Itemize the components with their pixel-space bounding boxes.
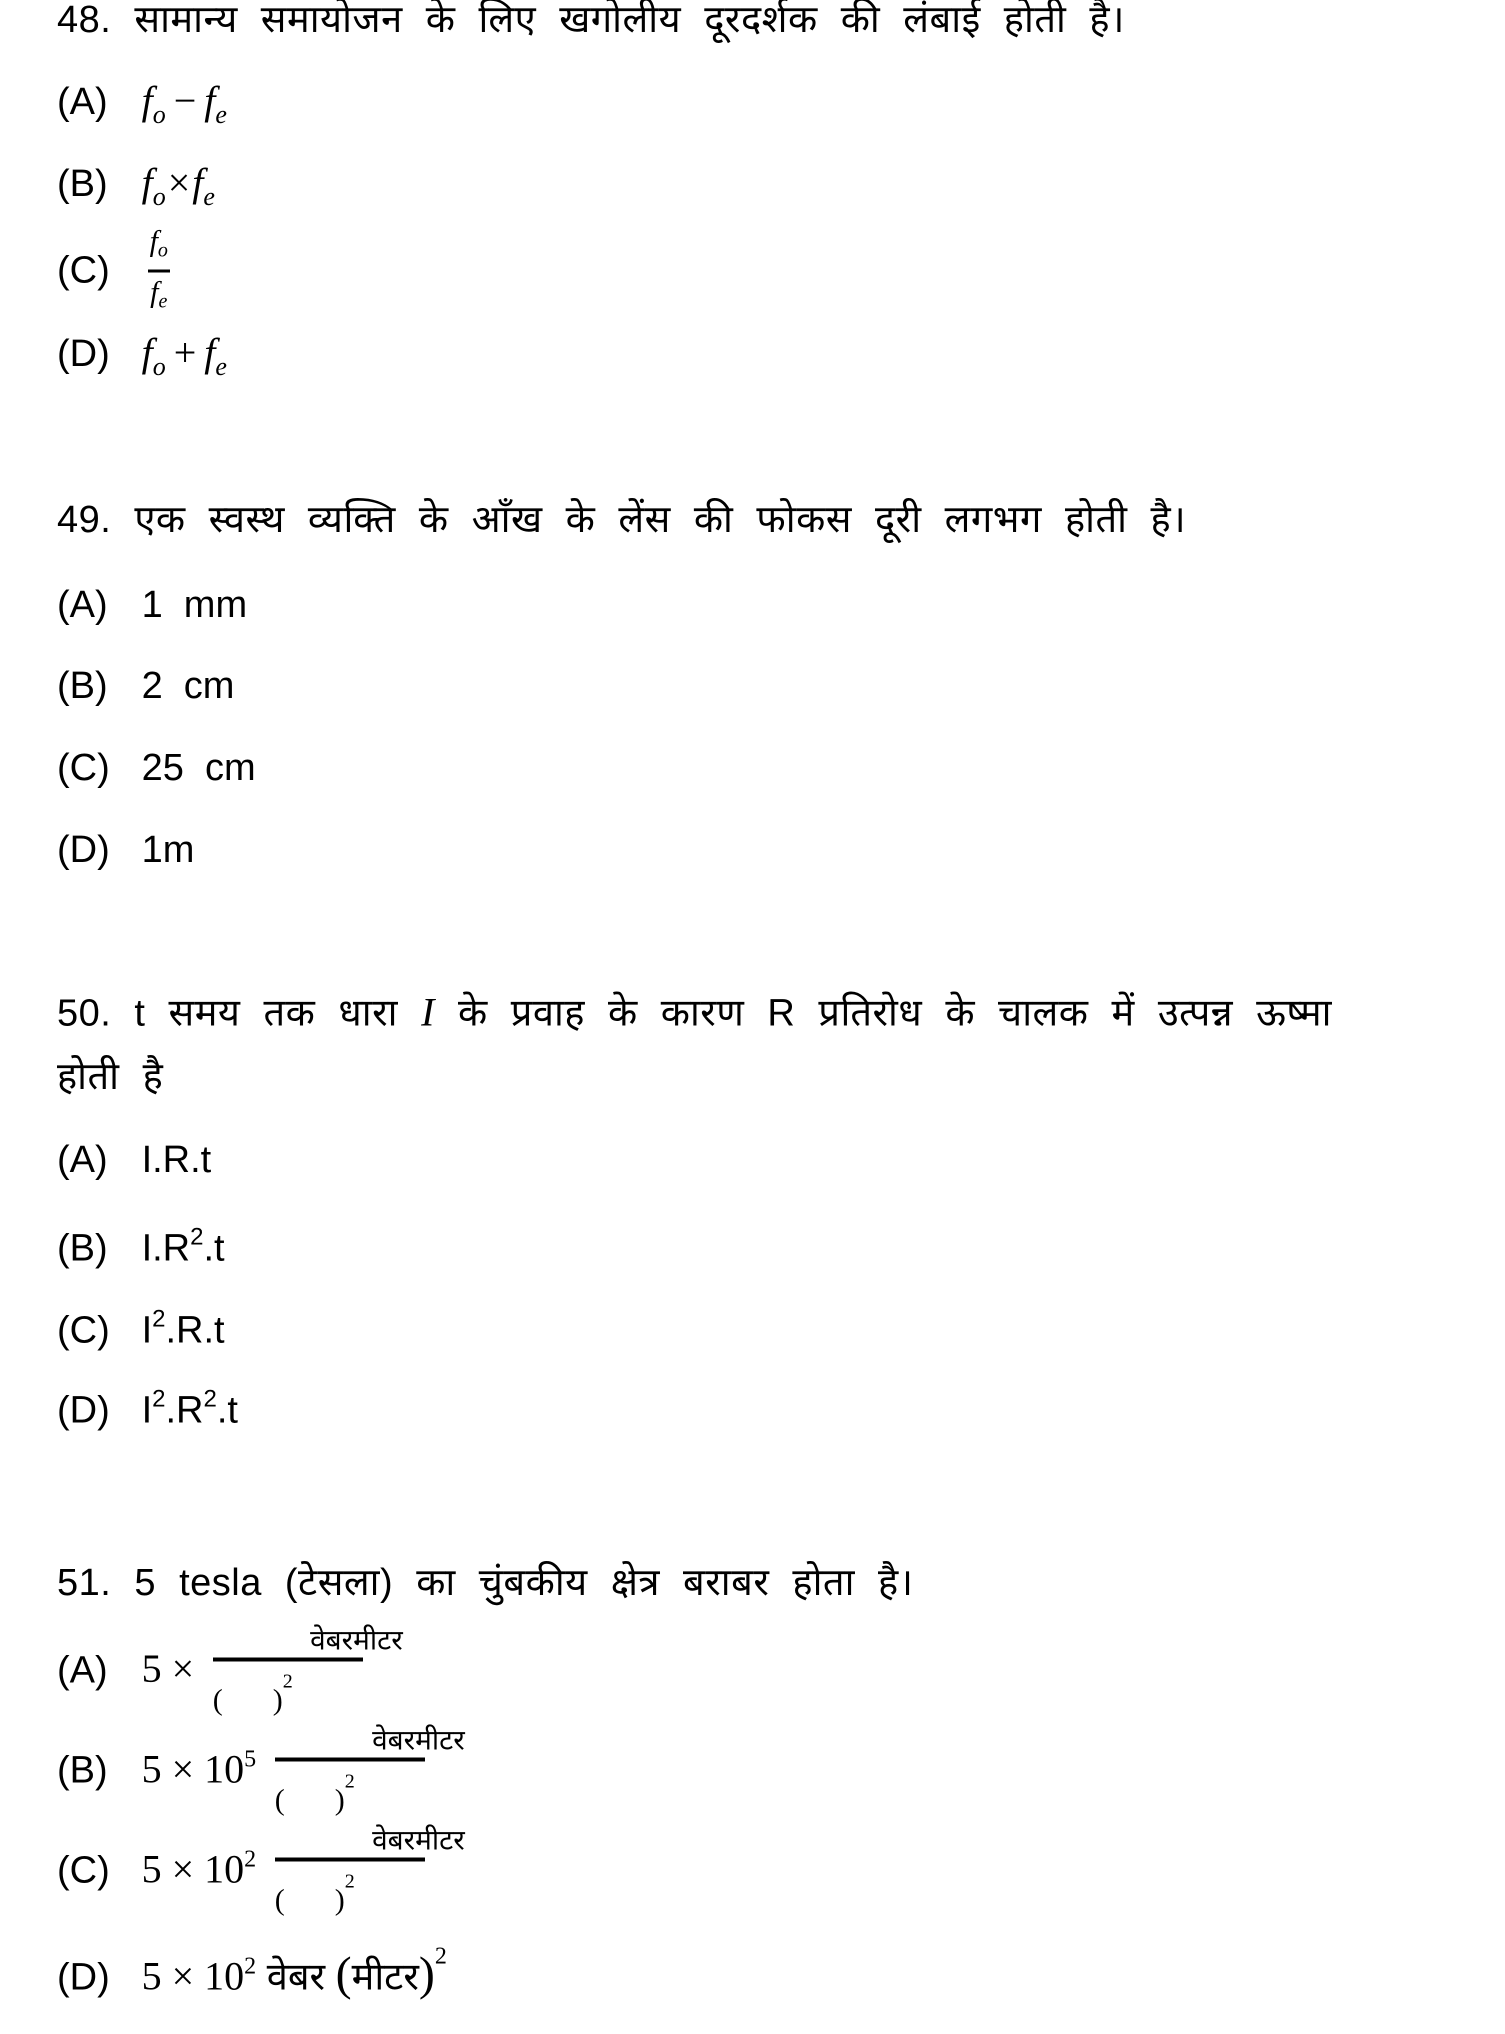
option-50-c[interactable]	[57, 1297, 225, 1354]
option-text: 25 cm	[141, 747, 256, 789]
option-48-a[interactable]	[57, 78, 227, 138]
option-49-c[interactable]	[57, 745, 256, 791]
question-number: 50.	[57, 992, 112, 1035]
option-coefficient: $5 \times 10^2$	[141, 1953, 257, 1999]
option-label: (D)	[57, 333, 110, 375]
question-50	[57, 990, 1332, 1037]
unit-fraction	[274, 1724, 465, 1821]
question-number: 51.	[57, 1562, 112, 1604]
question-text-part2: के प्रवाह के कारण R प्रतिरोध के चालक में उत्पन्न ऊष्मा	[457, 992, 1332, 1035]
option-formula: I.R.t	[141, 1139, 212, 1181]
option-label: (C)	[57, 1849, 110, 1892]
option-51-d[interactable]	[57, 1934, 447, 2001]
option-48-c[interactable]	[57, 225, 170, 320]
unit-fraction	[274, 1824, 465, 1921]
option-formula: $I^2.R^2.t$	[141, 1385, 238, 1432]
option-label: (B)	[57, 163, 108, 205]
question-text: 5 tesla (टेसला) का चुंबकीय क्षेत्र बराबर होता है।	[134, 1562, 914, 1604]
option-49-d[interactable]	[57, 827, 194, 873]
option-label: (D)	[57, 1956, 110, 1999]
question-48	[57, 0, 1125, 43]
option-label: (A)	[57, 1649, 108, 1692]
option-label: (C)	[57, 249, 110, 292]
option-label: (D)	[57, 829, 110, 871]
option-51-a[interactable]	[57, 1624, 403, 1721]
option-formula: $I^2.R.t$	[141, 1305, 225, 1352]
question-text: एक स्वस्थ व्यक्ति के आँख के लेंस की फोकस दूरी लगभग होती है।	[134, 499, 1187, 541]
option-coefficient: 5 ×	[141, 1646, 195, 1692]
option-50-d[interactable]	[57, 1377, 238, 1434]
option-text: 1m	[141, 829, 195, 871]
question-number: 48.	[57, 0, 112, 41]
question-number: 49.	[57, 499, 112, 541]
unit-meter-squared: (मीटर)$^2$	[335, 1943, 447, 2001]
unit-numerator: वेबरमीटर	[310, 1624, 403, 1656]
option-formula: $I.R^2.t$	[141, 1223, 225, 1270]
option-math: $f_o + f_e$	[141, 330, 227, 381]
unit-denominator: ( )$^2$	[274, 1770, 355, 1817]
option-50-b[interactable]	[57, 1215, 225, 1272]
fraction: $\frac{f_o}{f_e}$	[149, 224, 168, 313]
unit-fraction	[212, 1624, 403, 1721]
question-50-line2	[57, 1054, 163, 1100]
option-51-b[interactable]	[57, 1724, 465, 1821]
unit-numerator: वेबरमीटर	[372, 1724, 465, 1756]
option-label: (C)	[57, 1309, 110, 1352]
option-label: (B)	[57, 1227, 108, 1270]
question-text-continued: होती है	[57, 1056, 164, 1098]
option-48-b[interactable]	[57, 160, 215, 220]
option-label: (B)	[57, 1749, 108, 1792]
question-text-part1: t समय तक धारा	[134, 992, 399, 1035]
option-label: (A)	[57, 584, 108, 626]
question-51	[57, 1560, 914, 1606]
option-label: (A)	[57, 81, 108, 123]
option-48-d[interactable]	[57, 330, 227, 390]
unit-denominator: ( )$^2$	[212, 1670, 293, 1717]
option-51-c[interactable]	[57, 1824, 465, 1921]
option-50-a[interactable]	[57, 1137, 211, 1183]
current-variable: I	[421, 989, 435, 1035]
option-coefficient: $5 \times 10^2$	[141, 1846, 257, 1892]
option-label: (D)	[57, 1389, 110, 1432]
option-text: 1 mm	[141, 584, 248, 626]
option-coefficient: $5 \times 10^5$	[141, 1746, 257, 1792]
option-49-b[interactable]	[57, 663, 234, 709]
option-49-a[interactable]	[57, 582, 247, 628]
option-label: (A)	[57, 1139, 108, 1181]
unit-denominator: ( )$^2$	[274, 1870, 355, 1917]
option-math: $f_o - f_e$	[141, 78, 227, 129]
question-text: सामान्य समायोजन के लिए खगोलीय दूरदर्शक की लंबाई होती है।	[134, 0, 1125, 41]
option-label: (C)	[57, 747, 110, 789]
option-math: $f_o\times f_e$	[141, 160, 215, 211]
option-label: (B)	[57, 665, 108, 707]
unit-numerator: वेबरमीटर	[372, 1824, 465, 1856]
option-text: 2 cm	[141, 665, 235, 707]
question-49	[57, 497, 1186, 543]
unit-weber: वेबर	[266, 1956, 326, 1999]
